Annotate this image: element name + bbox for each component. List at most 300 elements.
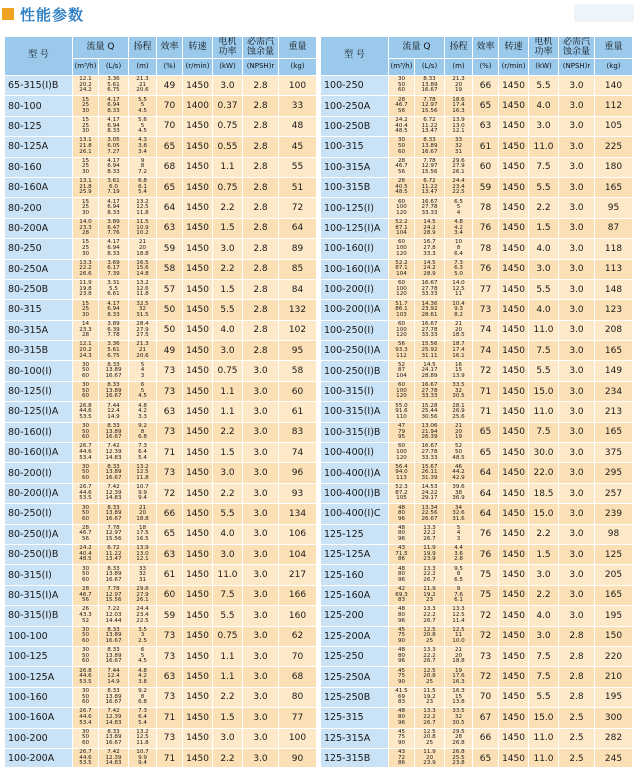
head-cell-value: 16.5 — [136, 536, 149, 543]
weight-cell: 58 — [279, 361, 317, 381]
efficiency-cell: 76 — [473, 524, 499, 544]
efficiency-cell: 65 — [473, 422, 499, 442]
weight-cell: 165 — [595, 341, 633, 361]
flow-ls-cell-value: 15.56 — [105, 597, 122, 604]
flow-m3h-cell — [73, 565, 99, 585]
speed-cell: 1450 — [183, 76, 213, 96]
flow-ls-cell-value: 12.5 — [423, 728, 436, 735]
weight-cell: 205 — [595, 565, 633, 585]
speed-cell: 1450 — [499, 157, 529, 177]
flow-ls-cell-value: 26.67 — [421, 515, 438, 522]
flow-m3h-cell — [389, 524, 415, 544]
flow-m3h-cell — [73, 218, 99, 238]
flow-ls-cell-value: 16.67 — [421, 280, 438, 287]
flow-ls-cell-value: 26.7 — [423, 576, 436, 583]
head-cell — [129, 381, 157, 401]
flow-ls-cell — [99, 687, 129, 707]
flow-m3h-cell-value: 56 — [397, 341, 406, 348]
head-cell-value: 14.8 — [136, 271, 149, 277]
head-cell-value: 21.3 — [136, 76, 149, 83]
model-cell: 100-160(I)A — [321, 259, 389, 279]
flow-m3h-cell — [389, 341, 415, 361]
table-row — [321, 300, 633, 320]
header-speed-unit: (r/min) — [183, 59, 213, 76]
efficiency-cell: 72 — [157, 483, 183, 503]
table-row — [5, 198, 317, 218]
npsh-cell: 2.8 — [559, 687, 595, 707]
flow-m3h-cell-value: 50 — [81, 469, 90, 476]
flow-m3h-cell-value: 95 — [397, 434, 406, 441]
header-model: 型 号 — [321, 37, 389, 76]
flow-ls-cell — [415, 443, 445, 463]
flow-ls-cell — [99, 646, 129, 666]
head-cell-value: 13.2 — [136, 198, 149, 205]
flow-ls-cell-value: 13.06 — [421, 422, 438, 429]
model-cell: 100-200 — [5, 728, 73, 748]
weight-cell: 134 — [279, 504, 317, 524]
speed-cell: 1450 — [499, 606, 529, 626]
flow-ls-cell-value: 13.89 — [105, 387, 122, 394]
flow-ls-cell-value: 20.8 — [423, 632, 436, 639]
flow-ls-cell-value: 6.75 — [107, 352, 120, 359]
efficiency-cell: 72 — [473, 667, 499, 687]
weight-cell: 74 — [279, 443, 317, 463]
table-row — [5, 218, 317, 238]
flow-m3h-cell-value: 30 — [81, 504, 90, 511]
head-cell — [129, 279, 157, 299]
flow-m3h-cell-value: 96 — [397, 719, 406, 726]
table-body-right — [321, 76, 633, 767]
flow-m3h-cell-value: 24.2 — [395, 117, 408, 124]
speed-cell: 1450 — [499, 748, 529, 767]
speed-cell: 1450 — [183, 565, 213, 585]
npsh-cell: 3.0 — [559, 544, 595, 564]
head-cell-value: 22.5 — [452, 189, 465, 196]
speed-cell: 1450 — [499, 443, 529, 463]
weight-cell: 148 — [595, 279, 633, 299]
speed-cell: 1450 — [183, 626, 213, 646]
flow-m3h-cell-value: 15 — [81, 157, 90, 164]
power-cell: 3.0 — [213, 239, 243, 259]
flow-m3h-cell-value: 48 — [397, 606, 406, 613]
model-cell: 100-315(I)B — [321, 422, 389, 442]
header-speed: 转速 — [499, 37, 529, 59]
flow-ls-cell-value: 27.78 — [421, 204, 438, 211]
speed-cell: 1450 — [499, 585, 529, 605]
flow-ls-cell-value: 16.67 — [105, 393, 122, 400]
efficiency-cell: 76 — [473, 544, 499, 564]
header-weight: 重量 — [595, 37, 633, 59]
efficiency-cell: 61 — [157, 565, 183, 585]
model-cell: 100-160A — [5, 708, 73, 728]
flow-ls-cell — [99, 626, 129, 646]
npsh-cell: 3.0 — [243, 463, 279, 483]
npsh-cell: 3.0 — [559, 96, 595, 116]
weight-cell: 132 — [279, 300, 317, 320]
flow-m3h-cell — [73, 198, 99, 218]
flow-m3h-cell-value: 80 — [397, 571, 406, 578]
flow-m3h-cell-value: 28 — [81, 230, 90, 237]
flow-m3h-cell — [73, 157, 99, 177]
header-eff-unit: (%) — [473, 59, 499, 76]
flow-m3h-cell — [389, 728, 415, 748]
head-cell-value: 15.6 — [136, 265, 149, 272]
flow-ls-cell — [99, 116, 129, 136]
head-cell-value: 52 — [454, 443, 463, 450]
head-cell-value: 5 — [140, 652, 145, 659]
weight-cell: 208 — [595, 320, 633, 340]
flow-ls-cell — [99, 361, 129, 381]
head-cell-value: 8 — [456, 571, 461, 578]
npsh-cell: 3.0 — [243, 443, 279, 463]
flow-m3h-cell-value: 69 — [397, 693, 406, 700]
npsh-cell: 3.0 — [559, 218, 595, 238]
header-flow-unit-m3h: (m³/h) — [389, 59, 415, 76]
head-cell-value: 13.8 — [452, 699, 465, 706]
speed-cell: 1450 — [499, 218, 529, 238]
flow-ls-cell-value: 3.69 — [107, 259, 120, 266]
flow-m3h-cell — [73, 585, 99, 605]
table-row — [5, 728, 317, 748]
model-cell: 100-250 — [321, 76, 389, 96]
efficiency-cell: 71 — [157, 708, 183, 728]
flow-ls-cell-value: 22.56 — [421, 510, 438, 517]
flow-m3h-cell-value: 53.5 — [79, 495, 92, 502]
weight-cell: 77 — [279, 708, 317, 728]
weight-cell: 85 — [279, 259, 317, 279]
flow-m3h-cell-value: 50 — [81, 571, 90, 578]
head-cell — [129, 606, 157, 626]
flow-m3h-cell — [389, 708, 415, 728]
flow-m3h-cell-value: 20.2 — [79, 81, 92, 88]
npsh-cell: 3.0 — [243, 646, 279, 666]
flow-ls-cell-value: 30.56 — [421, 413, 438, 420]
flow-ls-cell — [99, 422, 129, 442]
power-cell: 4.0 — [213, 320, 243, 340]
flow-ls-cell-value: 16.67 — [105, 372, 122, 379]
flow-m3h-cell-value: 30 — [81, 382, 90, 389]
header-speed-unit: (r/min) — [499, 59, 529, 76]
head-cell-value: 21 — [138, 504, 147, 511]
flow-ls-cell — [415, 300, 445, 320]
efficiency-cell: 73 — [473, 646, 499, 666]
power-cell: 15.0 — [529, 708, 559, 728]
head-cell — [445, 177, 473, 197]
flow-ls-cell-value: 16.67 — [421, 148, 438, 155]
head-cell-value: 25.5 — [452, 754, 465, 761]
head-cell — [129, 157, 157, 177]
head-cell-value: 20 — [454, 81, 463, 88]
flow-m3h-cell-value: 21.8 — [79, 143, 92, 150]
head-cell-value: 9.9 — [138, 489, 147, 496]
table-row — [5, 116, 317, 136]
power-cell: 1.5 — [213, 443, 243, 463]
efficiency-cell: 70 — [157, 96, 183, 116]
npsh-cell: 3.0 — [559, 585, 595, 605]
flow-m3h-cell-value: 30 — [81, 422, 90, 429]
flow-ls-cell — [415, 96, 445, 116]
weight-cell: 60 — [279, 381, 317, 401]
efficiency-cell: 65 — [473, 443, 499, 463]
head-cell-value: 5 — [140, 102, 145, 109]
flow-ls-cell-value: 23 — [425, 699, 434, 706]
model-cell: 100-315 — [321, 137, 389, 157]
table-body-left — [5, 76, 317, 767]
power-cell: 11.0 — [529, 137, 559, 157]
flow-ls-cell-value: 11.9 — [423, 749, 436, 756]
flow-m3h-cell-value: 30 — [397, 137, 406, 144]
model-cell: 100-400(I)A — [321, 463, 389, 483]
head-cell-value: 16.1 — [452, 352, 465, 359]
head-cell — [129, 463, 157, 483]
flow-m3h-cell-value: 86 — [397, 556, 406, 563]
flow-m3h-cell-value: 87.1 — [395, 265, 408, 272]
model-cell: 65-315(I)B — [5, 76, 73, 96]
efficiency-cell: 63 — [157, 402, 183, 422]
flow-m3h-cell-value: 87 — [397, 367, 406, 374]
flow-ls-cell-value: 26.39 — [421, 434, 438, 441]
efficiency-cell: 77 — [473, 279, 499, 299]
model-cell: 125-315A — [321, 728, 389, 748]
model-cell: 80-160(I) — [5, 422, 73, 442]
head-cell-value: 32 — [454, 387, 463, 394]
flow-ls-cell-value: 6.47 — [107, 224, 120, 231]
flow-m3h-cell — [73, 687, 99, 707]
head-cell-value: 20 — [454, 428, 463, 435]
efficiency-cell: 66 — [473, 76, 499, 96]
head-cell-value: 8 — [456, 245, 461, 252]
npsh-cell: 2.5 — [559, 708, 595, 728]
efficiency-cell: 66 — [157, 504, 183, 524]
speed-cell: 1450 — [499, 524, 529, 544]
speed-cell: 1450 — [499, 646, 529, 666]
flow-ls-cell-value: 8.33 — [107, 422, 120, 429]
flow-m3h-cell — [389, 279, 415, 299]
npsh-cell: 3.0 — [243, 708, 279, 728]
speed-cell: 1450 — [499, 402, 529, 422]
weight-cell: 282 — [595, 728, 633, 748]
flow-m3h-cell-value: 60 — [81, 658, 90, 665]
head-cell-value: 9.2 — [138, 422, 147, 429]
head-cell-value: 32 — [454, 143, 463, 150]
flow-m3h-cell-value: 46.7 — [79, 530, 92, 537]
head-cell-value: 31 — [138, 576, 147, 583]
flow-m3h-cell-value: 53.4 — [79, 454, 92, 461]
speed-cell: 1450 — [183, 422, 213, 442]
model-cell: 100-400(I)C — [321, 504, 389, 524]
flow-m3h-cell-value: 14.0 — [79, 219, 92, 226]
flow-ls-cell — [99, 402, 129, 422]
head-cell — [129, 239, 157, 259]
flow-ls-cell-value: 12.39 — [105, 714, 122, 720]
npsh-cell: 3.0 — [559, 279, 595, 299]
head-cell-value: 3.4 — [138, 148, 147, 155]
flow-ls-cell-value: 12.39 — [105, 448, 122, 455]
flow-ls-cell-value: 13.89 — [105, 652, 122, 659]
flow-ls-cell-value: 4.17 — [107, 239, 120, 246]
flow-m3h-cell-value: 41.5 — [395, 688, 408, 695]
flow-m3h-cell — [73, 279, 99, 299]
model-cell: 80-200A — [5, 218, 73, 238]
head-cell — [445, 524, 473, 544]
flow-m3h-cell-value: 80 — [397, 612, 406, 619]
header-flow-unit-ls: (L/s) — [415, 59, 445, 76]
model-cell: 100-400(I)B — [321, 483, 389, 503]
flow-ls-cell-value: 14.83 — [105, 454, 122, 461]
flow-m3h-cell-value: 22.2 — [79, 265, 92, 272]
table-row — [321, 198, 633, 218]
flow-m3h-cell-value: 25 — [81, 102, 90, 109]
head-cell-value: 24.4 — [136, 606, 149, 613]
model-cell: 80-100 — [5, 96, 73, 116]
table-row — [5, 341, 317, 361]
head-cell — [129, 320, 157, 340]
head-cell-value: 11.8 — [136, 209, 149, 216]
head-cell-value: 33 — [138, 565, 147, 572]
head-cell-value: 50 — [454, 448, 463, 455]
model-cell: 125-200 — [321, 606, 389, 626]
flow-m3h-cell-value: 100 — [396, 285, 407, 292]
model-cell: 80-250(I)B — [5, 544, 73, 564]
weight-cell: 80 — [279, 687, 317, 707]
flow-m3h-cell — [73, 463, 99, 483]
head-cell-value: 9.4 — [138, 495, 147, 502]
weight-cell: 104 — [279, 544, 317, 564]
npsh-cell: 3.0 — [559, 198, 595, 218]
model-cell: 100-100 — [5, 626, 73, 646]
efficiency-cell: 73 — [157, 687, 183, 707]
npsh-cell: 2.5 — [559, 748, 595, 767]
flow-m3h-cell-value: 50 — [81, 510, 90, 517]
head-cell-value: 17.6 — [452, 673, 465, 680]
head-cell-value: 7.3 — [138, 443, 147, 450]
model-cell: 125-250A — [321, 667, 389, 687]
head-cell — [129, 524, 157, 544]
power-cell: 0.75 — [213, 177, 243, 197]
flow-ls-cell-value: 12.97 — [105, 530, 122, 537]
flow-ls-cell-value: 25.92 — [421, 346, 438, 353]
weight-cell: 84 — [279, 279, 317, 299]
flow-m3h-cell-value: 15 — [81, 239, 90, 246]
weight-cell: 165 — [595, 422, 633, 442]
head-cell-value: 11.4 — [452, 617, 465, 624]
flow-m3h-cell — [389, 157, 415, 177]
flow-m3h-cell-value: 96 — [397, 515, 406, 522]
npsh-cell: 3.0 — [559, 402, 595, 422]
head-cell-value: 34 — [454, 504, 463, 511]
head-cell-value: 15 — [454, 367, 463, 374]
power-cell: 18.5 — [529, 483, 559, 503]
flow-ls-cell-value: 7.44 — [107, 402, 120, 409]
power-cell: 30.0 — [529, 443, 559, 463]
flow-m3h-cell-value: 46.7 — [395, 102, 408, 109]
efficiency-cell: 49 — [157, 76, 183, 96]
table-row — [5, 320, 317, 340]
flow-m3h-cell-value: 60 — [397, 320, 406, 327]
flow-m3h-cell-value: 47 — [397, 422, 406, 429]
power-cell: 1.1 — [213, 667, 243, 687]
flow-ls-cell-value: 28.9 — [423, 230, 436, 237]
power-cell: 1.5 — [529, 544, 559, 564]
flow-ls-cell-value: 11.9 — [423, 586, 436, 593]
flow-m3h-cell-value: 96 — [397, 536, 406, 543]
power-cell: 1.1 — [213, 646, 243, 666]
efficiency-cell: 71 — [473, 381, 499, 401]
head-cell — [445, 116, 473, 136]
flow-m3h-cell-value: 60 — [81, 515, 90, 522]
weight-cell: 105 — [595, 116, 633, 136]
flow-m3h-cell-value: 26.6 — [79, 271, 92, 277]
model-cell: 100-400(I) — [321, 443, 389, 463]
flow-m3h-cell-value: 48 — [397, 647, 406, 654]
flow-m3h-cell — [73, 504, 99, 524]
flow-ls-cell — [415, 483, 445, 503]
flow-m3h-cell-value: 28 — [81, 586, 90, 593]
head-cell-value: 16.3 — [452, 678, 465, 685]
flow-ls-cell-value: 16.67 — [421, 198, 438, 205]
head-cell-value: 11.8 — [136, 474, 149, 481]
head-cell-value: 12.5 — [136, 469, 149, 476]
flow-m3h-cell — [73, 626, 99, 646]
head-cell-value: 4.5 — [138, 128, 147, 135]
efficiency-cell: 57 — [157, 279, 183, 299]
head-cell-value: 6.4 — [138, 448, 147, 455]
head-cell-value: 8 — [140, 428, 145, 435]
flow-m3h-cell-value: 79 — [397, 428, 406, 435]
model-cell: 80-250 — [5, 239, 73, 259]
flow-m3h-cell-value: 56 — [81, 597, 90, 604]
head-cell-value: 21 — [454, 422, 463, 429]
flow-m3h-cell-value: 60 — [81, 699, 90, 706]
power-cell: 22.0 — [529, 463, 559, 483]
flow-m3h-cell — [389, 320, 415, 340]
flow-m3h-cell-value: 50 — [81, 734, 90, 741]
head-cell-value: 4.2 — [138, 408, 147, 415]
flow-ls-cell-value: 23.9 — [423, 760, 436, 767]
head-cell — [129, 585, 157, 605]
flow-m3h-cell — [73, 748, 99, 767]
table-row — [5, 524, 317, 544]
model-cell: 80-125(I)A — [5, 402, 73, 422]
flow-ls-cell-value: 16.67 — [421, 320, 438, 327]
head-cell-value: 10.4 — [452, 300, 465, 307]
flow-ls-cell-value: 6.17 — [107, 265, 120, 272]
flow-ls-cell-value: 13.3 — [423, 524, 436, 531]
head-cell-value: 12.1 — [452, 128, 465, 135]
efficiency-cell: 65 — [473, 748, 499, 767]
flow-ls-cell-value: 27.78 — [421, 387, 438, 394]
header-power-unit: (kW) — [529, 59, 559, 76]
head-cell — [445, 279, 473, 299]
model-cell: 100-160 — [5, 687, 73, 707]
flow-m3h-cell-value: 104 — [396, 271, 407, 277]
flow-ls-cell-value: 13.89 — [105, 571, 122, 578]
head-cell-value: 12.5 — [452, 626, 465, 633]
flow-ls-cell-value: 13.47 — [421, 128, 438, 135]
head-cell-value: 31.5 — [136, 311, 149, 318]
flow-ls-cell-value: 22.2 — [423, 714, 436, 720]
flow-ls-cell-value: 19.9 — [423, 550, 436, 557]
flow-ls-cell — [415, 544, 445, 564]
head-cell-value: 6.5 — [454, 198, 463, 205]
flow-m3h-cell-value: 26.8 — [79, 667, 92, 674]
flow-ls-cell-value: 11.22 — [421, 122, 438, 129]
speed-cell: 1450 — [499, 300, 529, 320]
head-cell — [445, 463, 473, 483]
flow-m3h-cell-value: 26 — [81, 606, 90, 613]
head-cell-value: 9 — [140, 157, 145, 164]
flow-ls-cell-value: 3.89 — [107, 219, 120, 226]
